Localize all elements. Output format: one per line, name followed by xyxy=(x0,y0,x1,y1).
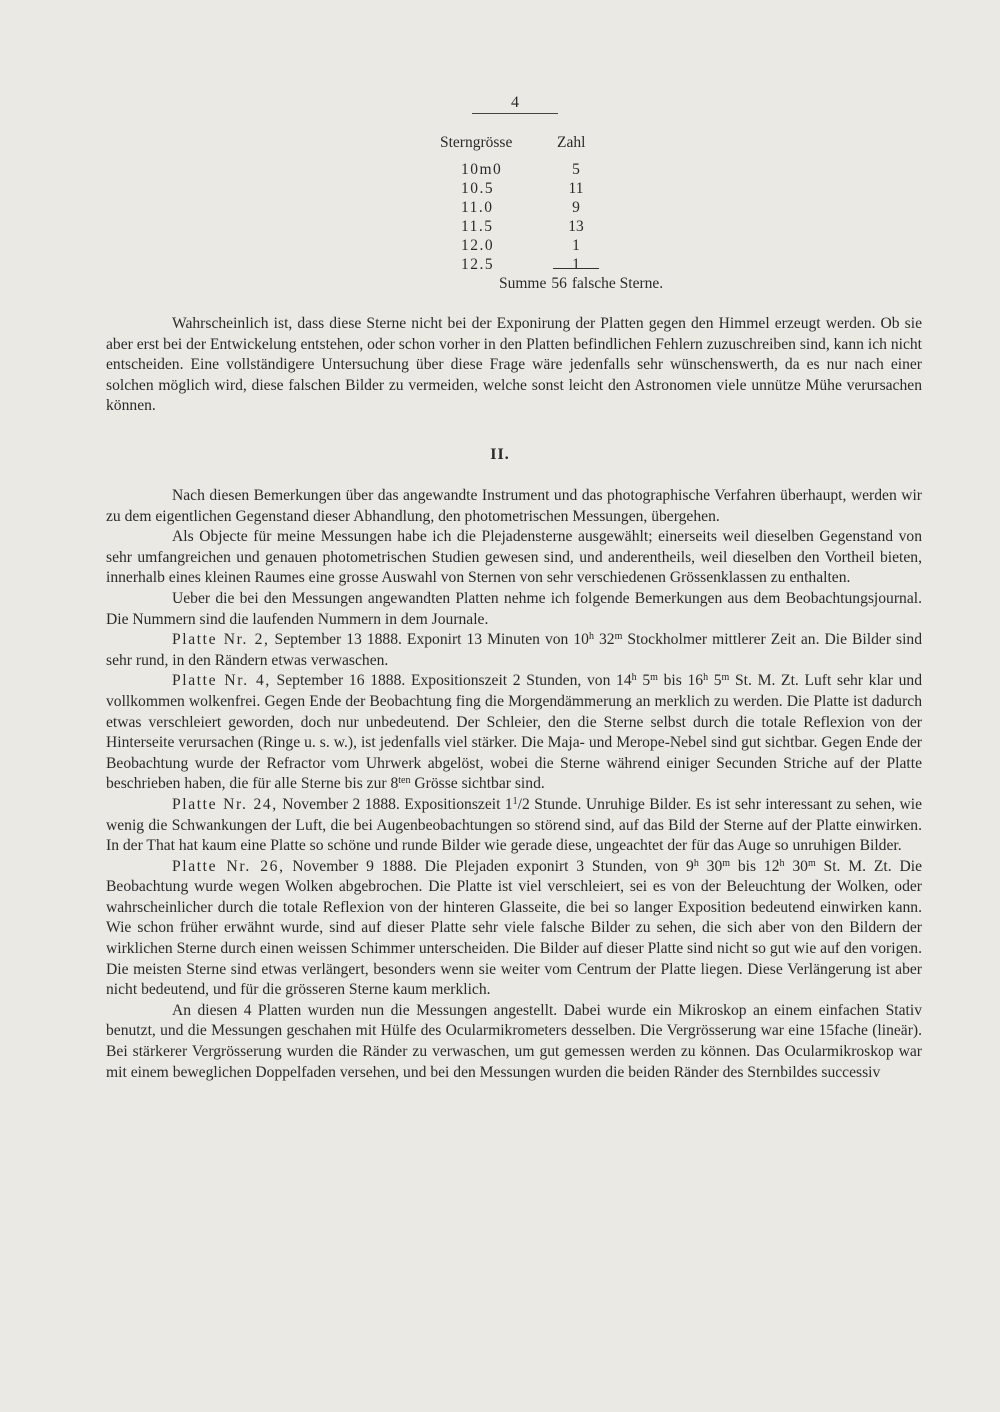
plate-text: 30 xyxy=(784,857,808,875)
paragraph: Wahrscheinlich ist, dass diese Sterne nicht bei der Exponirung der Platten gegen den Himmel erzeugt werden. Ob sie aber erst bei der Entwickelung entstehen, oder schon vorher in den Platten befindlichen Fehlern zuzuschreiben sind, kann ich nicht entscheiden. Eine vollständigere Untersuchung über diese Frage wäre jedenfalls sehr wünschenswerth, da es nur nach einer solchen möglich wird, diese falschen Bilder zu vermeiden, welche sonst leicht den Astronomen viele unnütze Mühe verursachen können. xyxy=(106,315,922,415)
superscript: h xyxy=(631,672,637,684)
superscript: ten xyxy=(398,775,411,787)
sum-rule xyxy=(553,268,599,269)
plate-24-entry xyxy=(106,795,922,857)
plate-text: St. M. Zt. Die Beobachtung wurde wegen Wolken abgebrochen. Die Platte ist viel verschleiert, sei es von der Beleuchtung der Wolken, oder wahrscheinlicher durch die totale Reflexion von der hinteren Glasseite, die bei so langer Exposition bedeutend einwirken kann. Wie schon früher erwähnt wurde, sind auf dieser Platte sehr viele falsche Bilder zu sehen, die sich aber von den Bildern der wirklichen Sterne durch einen weissen Schimmer unterscheiden. Die Bilder auf dieser Platte sind nicht so gut wie auf den vorigen. Die meisten Sterne sind etwas verlängert, besonders wenn sie weiter vom Centrum der Platte liegen. Diese Verlängerung ist aber nicht bedeutend, und für die grösseren Sterne kaum merklich. xyxy=(106,857,922,999)
count-cell: 13 xyxy=(568,218,584,235)
plate-2-entry xyxy=(106,630,922,671)
table-row xyxy=(440,256,710,275)
table-row xyxy=(440,237,710,256)
paragraph: Ueber die bei den Messungen angewandten Platten nehme ich folgende Bemerkungen aus dem Beobachtungsjournal. Die Nummern sind die laufenden Nummern in dem Journale. xyxy=(106,589,922,628)
count-cell: 1 xyxy=(572,237,580,254)
paragraph: Als Objecte für meine Messungen habe ich die Plejadensterne ausgewählt; einerseits weil dieselben Gegenstand von sehr umfangreichen und genauen photometrischen Studien gewesen sind, und anderentheils, weil dieselben den Vortheil bieten, innerhalb eines kleinen Raumes eine grosse Auswahl von Sternen von sehr verschiedenen Grössenklassen zu enthalten. xyxy=(106,528,922,587)
plate-text: September 13 1888. Exponirt 13 Minuten von 10 xyxy=(269,631,589,649)
superscript: m xyxy=(807,857,816,869)
count-cell: 11 xyxy=(568,180,584,197)
table-row xyxy=(440,218,710,237)
superscript: h xyxy=(693,857,699,869)
superscript: m xyxy=(650,672,658,684)
paragraph: An diesen 4 Platten wurden nun die Messungen angestellt. Dabei wurde ein Mikroskop an einem einfachen Stativ benutzt, und die Messungen geschahen mit Hülfe des Ocularmikrometers desselben. Die Vergrösserung war eine 15fache (lineär). Bei stärkerer Vergrösserung wurden die Ränder zu verwaschen, um gut gemessen werden zu können. Das Ocularmikroskop war mit einem beweglichen Doppelfaden versehen, und bei den Messungen wurden die beiden Ränder des Sternbildes successiv xyxy=(106,1001,922,1081)
plate-text: September 16 1888. Expositionszeit 2 Stunden, von 14 xyxy=(270,672,632,690)
plate-label: Platte Nr. 4, xyxy=(172,672,271,690)
superscript: h xyxy=(703,672,709,684)
plate-text: 32 xyxy=(593,631,615,649)
sum-value: 56 xyxy=(551,275,567,292)
paragraph-block-1 xyxy=(106,314,922,417)
page-number: 4 xyxy=(511,94,519,111)
count-cell: 9 xyxy=(572,199,580,216)
superscript: m xyxy=(721,672,730,684)
plate-4-entry xyxy=(106,671,922,795)
plate-text: bis 12 xyxy=(730,857,780,875)
magnitude-cell: 11.5 xyxy=(461,218,494,235)
table-row xyxy=(440,180,710,199)
plate-text: 5 xyxy=(636,672,651,690)
plate-text: Stockholmer mittlerer Zeit an. Die Bilder sind sehr rund, in den Rändern etwas verwaschen. xyxy=(106,631,923,669)
header-magnitude: Sterngrösse xyxy=(440,134,513,151)
sum-suffix: falsche Sterne. xyxy=(571,275,664,292)
plate-text: November 9 1888. Die Plejaden exponirt 3 Stunden, von 9 xyxy=(284,857,694,875)
page-number-rule xyxy=(472,94,558,114)
magnitude-cell: 10.5 xyxy=(461,180,495,197)
sum-row xyxy=(499,275,668,293)
header-count: Zahl xyxy=(557,134,586,151)
superscript: m xyxy=(614,631,623,643)
plate-text: St. M. Zt. Luft sehr klar und vollkommen wolkenfrei. Gegen Ende der Beobachtung fing die Morgendämmerung an merklich zu werden. Die Platte ist dadurch etwas verschleiert geworden, doch nur unbedeutend. Der Schleier, den die Sterne selbst durch die totale Reflexion von der Hinterseite verursachen (Ringe u. s. w.), ist jedenfalls viel stärker. Die Maja- und Merope-Nebel sind gut sichtbar. Gegen Ende der Beobachtung wurde der Refractor vom Uhrwerk abgelöst, wobei die Sterne während einiger Secunden Striche auf der Platte beschrieben haben, die für alle Sterne bis zur 8 xyxy=(106,672,922,793)
magnitude-cell: 12.5 xyxy=(461,256,495,273)
plate-text: November 2 1888. Expositionszeit 1 xyxy=(277,795,513,813)
paragraph-block-2 xyxy=(106,486,922,1083)
magnitude-cell: 10m0 xyxy=(461,161,503,178)
plate-text: 5 xyxy=(708,672,722,690)
paragraph: Nach diesen Bemerkungen über das angewandte Instrument und das photographische Verfahren überhaupt, werden wir zu dem eigentlichen Gegenstand dieser Abhandlung, den photometrischen Messungen, übergehen. xyxy=(106,487,922,525)
plate-label: Platte Nr. 24, xyxy=(172,795,278,813)
plate-text: Grösse sichtbar sind. xyxy=(410,775,545,793)
section-heading: II. xyxy=(490,446,510,463)
superscript: 1 xyxy=(512,795,518,807)
table-row xyxy=(440,199,710,218)
magnitude-cell: 12.0 xyxy=(461,237,495,254)
plate-label: Platte Nr. 2, xyxy=(172,631,270,649)
plate-text: /2 Stunde. Unruhige Bilder. Es ist sehr interessant zu sehen, wie wenig die Schwankungen der Luft, die bei Augenbeobachtungen so störend sind, auf das Bild der Sterne auf der Platte einwirken. In der That hat kaum eine Platte so schöne und runde Bilder wie gerade diese, ungeachtet der für das Auge so unruhigen Bilder. xyxy=(106,795,922,855)
count-cell: 1 xyxy=(572,256,580,273)
plate-label: Platte Nr. 26, xyxy=(172,857,285,875)
table-row xyxy=(440,161,710,180)
sum-label: Summe xyxy=(499,275,547,292)
plate-26-entry xyxy=(106,857,922,1001)
plate-text: bis 16 xyxy=(657,672,704,690)
count-cell: 5 xyxy=(572,161,580,178)
superscript: m xyxy=(722,857,731,869)
plate-text: 30 xyxy=(698,857,723,875)
superscript: h xyxy=(779,857,785,869)
magnitude-cell: 11.0 xyxy=(461,199,494,216)
superscript: h xyxy=(588,631,594,643)
